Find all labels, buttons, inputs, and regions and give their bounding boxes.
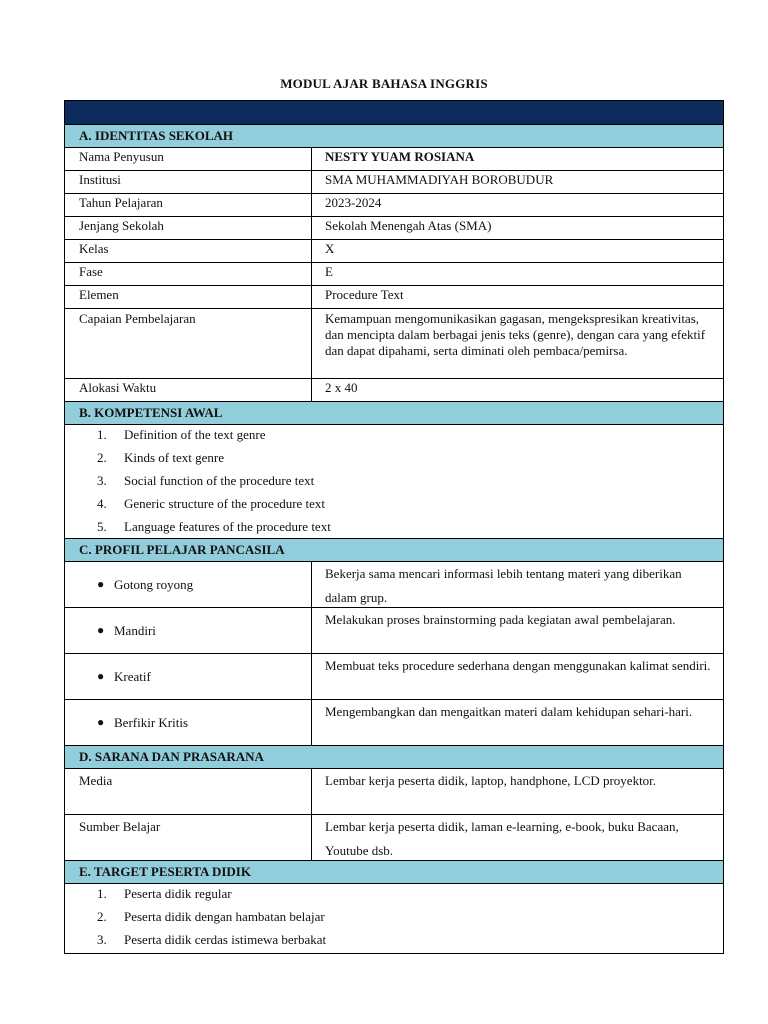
list-item bbox=[97, 518, 723, 541]
list-item bbox=[97, 931, 723, 954]
row-value: Mengembangkan dan mengaitkan materi dalam kehidupan sehari-hari. bbox=[325, 704, 693, 719]
item-number: 2. bbox=[97, 909, 107, 924]
row-value: NESTY YUAM ROSIANA bbox=[325, 149, 475, 164]
row-value: Bekerja sama mencari informasi lebih tentang materi yang diberikan dalam grup. bbox=[325, 566, 682, 605]
table-row bbox=[65, 379, 723, 402]
bullet-icon: ● bbox=[97, 577, 105, 591]
section-heading-kompetensi: B. KOMPETENSI AWAL bbox=[65, 402, 723, 425]
table-row bbox=[65, 562, 723, 608]
item-text: Peserta didik dengan hambatan belajar bbox=[124, 909, 325, 924]
table-row bbox=[65, 815, 723, 861]
table-row bbox=[65, 194, 723, 217]
bullet-icon: ● bbox=[97, 715, 105, 729]
row-value: Lembar kerja peserta didik, laman e-learning, e-book, buku Bacaan, Youtube dsb. bbox=[325, 819, 679, 858]
row-value: Sekolah Menengah Atas (SMA) bbox=[325, 218, 492, 233]
item-text: Language features of the procedure text bbox=[124, 519, 331, 534]
profile-label: Mandiri bbox=[114, 622, 156, 638]
section-heading-sarana: D. SARANA DAN PRASARANA bbox=[65, 746, 723, 769]
item-number: 1. bbox=[97, 427, 107, 442]
item-text: Social function of the procedure text bbox=[124, 473, 315, 488]
row-value: Melakukan proses brainstorming pada kegiatan awal pembelajaran. bbox=[325, 612, 676, 627]
item-text: Definition of the text genre bbox=[124, 427, 266, 442]
header-bar bbox=[65, 101, 723, 125]
section-heading-target: E. TARGET PESERTA DIDIK bbox=[65, 861, 723, 884]
row-label: Tahun Pelajaran bbox=[65, 194, 312, 216]
table-row bbox=[65, 263, 723, 286]
item-text: Kinds of text genre bbox=[124, 450, 225, 465]
row-value: E bbox=[325, 264, 333, 279]
row-value: 2023-2024 bbox=[325, 195, 382, 210]
table-row bbox=[65, 654, 723, 700]
row-label: Nama Penyusun bbox=[65, 148, 312, 170]
module-table bbox=[64, 100, 724, 954]
row-label: Sumber Belajar bbox=[65, 815, 312, 860]
row-value: SMA MUHAMMADIYAH BOROBUDUR bbox=[325, 172, 554, 187]
item-number: 3. bbox=[97, 932, 107, 947]
item-number: 5. bbox=[97, 519, 107, 534]
section-heading-identitas: A. IDENTITAS SEKOLAH bbox=[65, 125, 723, 148]
item-text: Peserta didik regular bbox=[124, 886, 232, 901]
row-label: Media bbox=[65, 769, 312, 814]
table-row bbox=[65, 217, 723, 240]
table-row bbox=[65, 608, 723, 654]
list-item bbox=[97, 426, 723, 449]
list-item bbox=[97, 908, 723, 931]
target-list bbox=[65, 884, 723, 953]
profile-label: Kreatif bbox=[114, 668, 151, 684]
table-row bbox=[65, 240, 723, 263]
row-value: Procedure Text bbox=[325, 287, 404, 302]
row-value: X bbox=[325, 241, 335, 256]
item-number: 2. bbox=[97, 450, 107, 465]
item-number: 3. bbox=[97, 473, 107, 488]
table-row bbox=[65, 700, 723, 746]
row-label: Elemen bbox=[65, 286, 312, 308]
row-label: Fase bbox=[65, 263, 312, 285]
row-value: Membuat teks procedure sederhana dengan menggunakan kalimat sendiri. bbox=[325, 658, 711, 673]
item-number: 1. bbox=[97, 886, 107, 901]
row-value: Kemampuan mengomunikasikan gagasan, mengekspresikan kreativitas, dan mencipta dalam berbagai jenis teks (genre), dengan cara yang efektif dan dapat dipahami, serta diminati oleh pembaca/pemirsa. bbox=[325, 311, 706, 358]
list-item bbox=[97, 472, 723, 495]
row-label bbox=[65, 608, 312, 653]
row-value: Lembar kerja peserta didik, laptop, handphone, LCD proyektor. bbox=[325, 773, 657, 788]
profile-label: Berfikir Kritis bbox=[114, 714, 189, 730]
row-label bbox=[65, 562, 312, 607]
row-label bbox=[65, 654, 312, 699]
section-heading-profil: C. PROFIL PELAJAR PANCASILA bbox=[65, 539, 723, 562]
item-text: Generic structure of the procedure text bbox=[124, 496, 326, 511]
list-item bbox=[97, 495, 723, 518]
list-item bbox=[97, 885, 723, 908]
row-value: 2 x 40 bbox=[325, 380, 358, 395]
table-row bbox=[65, 309, 723, 379]
row-label bbox=[65, 700, 312, 745]
item-number: 4. bbox=[97, 496, 107, 511]
table-row bbox=[65, 171, 723, 194]
kompetensi-list bbox=[65, 425, 723, 539]
bullet-icon: ● bbox=[97, 623, 105, 637]
row-label: Institusi bbox=[65, 171, 312, 193]
row-label: Jenjang Sekolah bbox=[65, 217, 312, 239]
list-item bbox=[97, 449, 723, 472]
row-label: Capaian Pembelajaran bbox=[65, 309, 312, 378]
table-row bbox=[65, 769, 723, 815]
item-text: Peserta didik cerdas istimewa berbakat bbox=[124, 932, 327, 947]
profile-label: Gotong royong bbox=[114, 576, 194, 592]
row-label: Kelas bbox=[65, 240, 312, 262]
table-row bbox=[65, 148, 723, 171]
table-row bbox=[65, 286, 723, 309]
bullet-icon: ● bbox=[97, 669, 105, 683]
row-label: Alokasi Waktu bbox=[65, 379, 312, 401]
document-title: MODUL AJAR BAHASA INGGRIS bbox=[280, 76, 488, 91]
